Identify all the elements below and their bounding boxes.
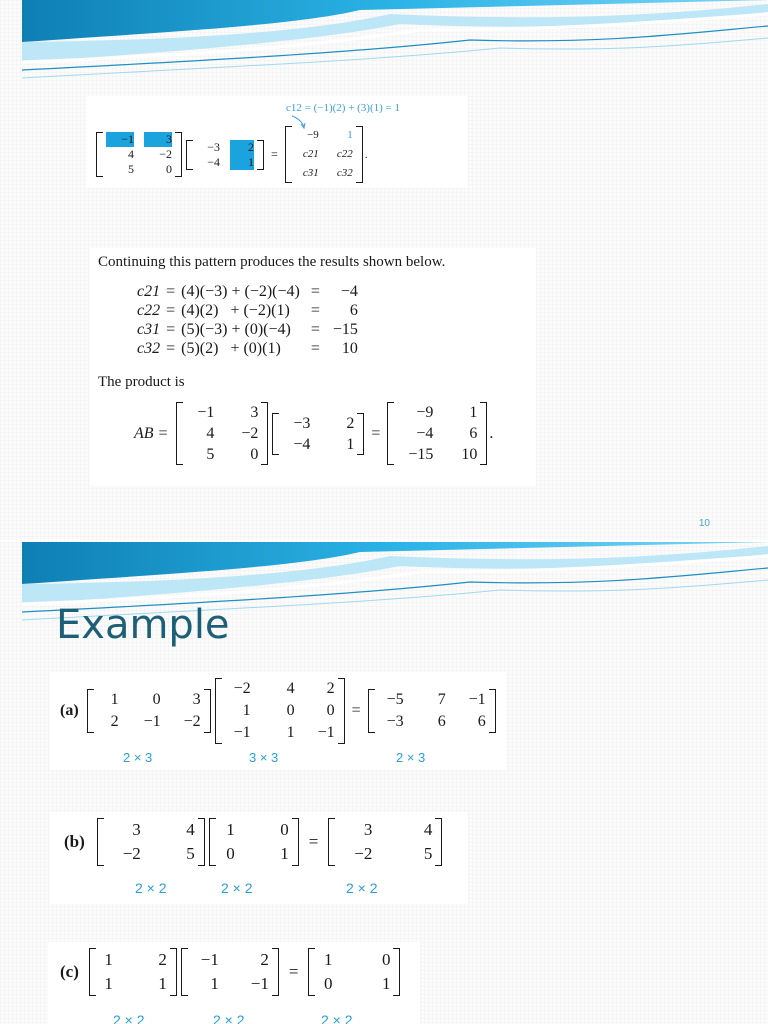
cell: 6 xyxy=(477,713,486,730)
cell: −2 xyxy=(122,844,141,863)
cell: 1 xyxy=(104,950,113,969)
equals-sign: = xyxy=(288,962,299,981)
cell: 2 xyxy=(326,680,335,697)
slide-title: Example xyxy=(56,602,230,648)
cell: 3 xyxy=(250,404,259,421)
product-lhs: AB = xyxy=(134,424,169,442)
cell: 4 xyxy=(128,147,134,161)
c12-annotation: c12 = (−1)(2) + (3)(1) = 1 xyxy=(286,102,401,114)
matrix-B-top xyxy=(186,140,264,170)
matrix-A-top xyxy=(96,132,182,177)
eq-sign: = xyxy=(310,302,320,319)
cell: 2 xyxy=(260,950,269,969)
cell: 0 xyxy=(226,844,235,863)
cell: −1 xyxy=(143,713,161,730)
cell: 1 xyxy=(242,702,251,719)
cell: 3 xyxy=(192,691,201,708)
product-label: The product is xyxy=(98,374,185,390)
cell: −5 xyxy=(386,691,404,708)
cell: 0 xyxy=(280,820,289,839)
matrix-a2 xyxy=(215,678,345,744)
cell: 5 xyxy=(186,844,195,863)
equation-row: c22 = (4)(2) + (−2)(1) = 6 xyxy=(134,301,361,320)
dimension-label: 2 × 2 xyxy=(221,880,253,896)
cell: 6 xyxy=(469,425,478,442)
cell: 6 xyxy=(437,713,446,730)
cell: 0 xyxy=(152,691,161,708)
cell: 4 xyxy=(206,425,215,442)
cell: 2 xyxy=(230,140,254,155)
cell: −2 xyxy=(233,680,251,697)
eq-lhs: c21 xyxy=(137,283,161,300)
cell: −9 xyxy=(307,129,319,141)
cell: 1 xyxy=(381,974,391,993)
cell: 3 xyxy=(144,132,172,147)
example-b xyxy=(64,818,444,866)
cell: −1 xyxy=(317,724,335,741)
dimension-label: 2 × 2 xyxy=(135,880,167,896)
example-label: (b) xyxy=(64,832,85,851)
cell: 3 xyxy=(132,820,141,839)
cell: 1 xyxy=(346,435,355,453)
matrix-c3 xyxy=(308,948,400,996)
cell: −1 xyxy=(106,132,134,147)
equation-row: c31 = (5)(−3) + (0)(−4) = −15 xyxy=(134,320,361,339)
cell: −1 xyxy=(233,724,251,741)
example-label: (c) xyxy=(60,962,79,981)
cell: −3 xyxy=(293,414,311,432)
matrix-B xyxy=(272,413,364,455)
dimension-label: 2 × 3 xyxy=(396,750,426,765)
eq-value: −4 xyxy=(340,283,358,300)
eq-expr: (4)(−3) + (−2)(−4) xyxy=(181,283,300,300)
cell: 1 xyxy=(286,724,295,741)
dimension-label: 2 × 2 xyxy=(213,1012,245,1024)
cell: −1 xyxy=(250,974,269,993)
cell: 1 xyxy=(158,974,167,993)
cell: c22 xyxy=(336,148,353,160)
dimension-label: 2 × 2 xyxy=(346,880,378,896)
example-a xyxy=(60,678,498,744)
matrix-A xyxy=(176,402,268,465)
eq-value: 6 xyxy=(349,302,358,319)
matrix-C-top xyxy=(285,126,363,183)
cell: 4 xyxy=(423,820,433,839)
cell: 2 xyxy=(110,713,119,730)
figure-top-equation: −1 3 4 −2 5 0 −3 2 −4 1 = −9 1 c21 c22 c31 c32 . xyxy=(94,126,368,183)
continuing-text: Continuing this pattern produces the results shown below. xyxy=(98,254,446,270)
dimension-label: 2 × 3 xyxy=(123,750,153,765)
product-equation: AB = −1 3 4 −2 5 0 −3 2 −4 1 = −9 1 −4 6 −15 10 . xyxy=(134,404,494,463)
cell: 5 xyxy=(128,162,134,176)
cell: 4 xyxy=(186,820,195,839)
matrix-a3 xyxy=(368,689,496,733)
cell: 1 xyxy=(469,404,478,421)
cell: 0 xyxy=(286,702,295,719)
cell: 2 xyxy=(346,414,355,432)
matrix-b2 xyxy=(209,818,299,866)
cell: 1 xyxy=(347,129,353,141)
eq-value: 10 xyxy=(341,340,358,357)
cell: −1 xyxy=(200,950,219,969)
equation-row: c32 = (5)(2) + (0)(1) = 10 xyxy=(134,339,361,358)
cell: 0 xyxy=(323,974,333,993)
cell: −2 xyxy=(241,425,259,442)
example-c xyxy=(60,948,402,996)
cell: 0 xyxy=(166,162,172,176)
matrix-c1 xyxy=(89,948,177,996)
cell: 0 xyxy=(250,446,259,463)
page-number: 10 xyxy=(698,518,710,529)
eq-lhs: c22 xyxy=(137,302,161,319)
cell: 1 xyxy=(104,974,113,993)
cell: −4 xyxy=(416,425,434,442)
dimension-label: 2 × 2 xyxy=(113,1012,145,1024)
cell: −2 xyxy=(159,147,172,161)
cell: 1 xyxy=(226,820,235,839)
cell: 5 xyxy=(423,844,433,863)
eq-lhs: c31 xyxy=(137,321,161,338)
eq-sign: = xyxy=(310,321,320,338)
eq-expr: (4)(2) + (−2)(1) xyxy=(181,302,290,319)
cell: 1 xyxy=(230,155,254,170)
eq-value: −15 xyxy=(332,321,358,338)
cell: −4 xyxy=(207,154,220,169)
matrix-a1 xyxy=(87,689,211,733)
matrix-b1 xyxy=(97,818,205,866)
cell: 5 xyxy=(206,446,215,463)
eq-expr: (5)(2) + (0)(1) xyxy=(181,340,281,357)
cell: 1 xyxy=(110,691,119,708)
cell: c32 xyxy=(336,167,353,179)
cell: 1 xyxy=(280,844,289,863)
cell: c21 xyxy=(302,148,319,160)
equals-sign: = xyxy=(371,424,381,442)
cell: −2 xyxy=(183,713,201,730)
equation-row: c21 = (4)(−3) + (−2)(−4) = −4 xyxy=(134,282,361,301)
eq-expr: (5)(−3) + (0)(−4) xyxy=(181,321,291,338)
cell: −1 xyxy=(197,404,215,421)
cell: 3 xyxy=(363,820,373,839)
cell: −2 xyxy=(354,844,373,863)
cell: −9 xyxy=(416,404,434,421)
cell: 1 xyxy=(210,974,219,993)
cell: c31 xyxy=(302,167,319,179)
equals-sign: = xyxy=(308,832,319,851)
dimension-label: 2 × 2 xyxy=(321,1012,353,1024)
cell: −3 xyxy=(386,713,404,730)
equals-sign: = xyxy=(271,147,278,161)
cell: 7 xyxy=(437,691,446,708)
slide-2 xyxy=(0,542,768,1024)
eq-sign: = xyxy=(310,283,320,300)
header-swoosh-graphic xyxy=(0,0,768,84)
dimension-label: 3 × 3 xyxy=(249,750,279,765)
cell: −1 xyxy=(468,691,486,708)
example-label: (a) xyxy=(60,702,79,719)
equals-sign: = xyxy=(351,702,361,719)
matrix-b3 xyxy=(328,818,442,866)
matrix-AB xyxy=(387,402,487,465)
cell: −3 xyxy=(207,139,220,154)
eq-lhs: c32 xyxy=(137,340,161,357)
cell: 0 xyxy=(326,702,335,719)
cell: 2 xyxy=(158,950,167,969)
eq-sign: = xyxy=(310,340,320,357)
cell: −15 xyxy=(408,446,434,463)
equation-list xyxy=(134,282,361,358)
matrix-c2 xyxy=(181,948,279,996)
cell: 4 xyxy=(286,680,295,697)
cell: 1 xyxy=(323,950,333,969)
cell: −4 xyxy=(293,435,311,453)
cell: 0 xyxy=(381,950,391,969)
cell: 10 xyxy=(461,446,478,463)
